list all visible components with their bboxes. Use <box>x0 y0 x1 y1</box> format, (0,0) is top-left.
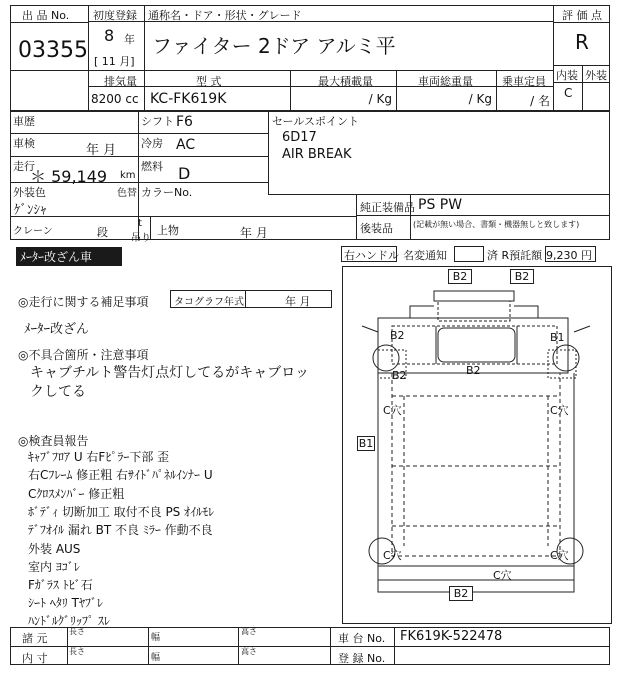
capacity-label: 乗車定員 <box>502 75 546 88</box>
displacement-label: 排気量 <box>104 75 137 88</box>
ext-color-label: 外装色 <box>13 186 46 199</box>
inspector-line: 右Cﾌﾚｰﾑ 修正粗 右ｻｲﾄﾞﾊﾟﾈﾙｲﾝﾅｰ U <box>28 468 213 482</box>
naisun-label: 内 寸 <box>22 652 48 665</box>
ac-label: 冷房 <box>141 137 163 150</box>
gross-weight: / Kg <box>468 92 492 106</box>
meter-banner: ﾒｰﾀｰ改ざん車 <box>16 247 122 266</box>
mark-lower-left: C穴 <box>383 549 402 562</box>
color-change-label: 色替 <box>117 188 137 199</box>
max-load-label: 最大積載量 <box>318 75 373 88</box>
crane-hook: 吊り <box>131 233 151 244</box>
chassis-no: FK619K-522478 <box>400 629 503 644</box>
capacity: / 名 <box>530 94 550 108</box>
model-label: 型 式 <box>196 75 222 88</box>
width-label-2: 幅 <box>151 653 161 663</box>
tacho-value: 年 月 <box>285 295 311 308</box>
max-load: / Kg <box>368 92 392 106</box>
mileage-unit: km <box>120 170 136 181</box>
inspector-report-title: ◎検査員報告 <box>18 434 89 448</box>
first-reg-label: 初度登録 <box>93 9 137 22</box>
right-handle-flag: 右ハンドル <box>341 246 397 262</box>
first-reg-year-unit: 年 <box>124 33 135 46</box>
inspector-line: ｼｰﾄ ﾍﾀﾘ Tﾔﾌﾞﾚ <box>28 596 103 610</box>
inspector-line: ﾃﾞﾌｵｲﾙ 漏れ BT 不良 ﾐﾗｰ 作動不良 <box>28 523 213 537</box>
equipment-value: PS PW <box>418 197 463 213</box>
shift-label: シフト <box>141 115 174 128</box>
inspection-label: 車検 <box>13 137 35 150</box>
recycle-deposit-value: 9,230 円 <box>545 246 596 262</box>
shogen-label: 諸 元 <box>22 632 48 645</box>
inspector-line: ｷｬﾌﾞﾌﾛｱ U 右Fﾋﾟﾗｰ下部 歪 <box>28 450 170 464</box>
length-label: 長さ <box>69 627 85 636</box>
sales-line-1: 6D17 <box>282 130 317 145</box>
height-label: 高さ <box>241 627 257 636</box>
inspector-line: 外装 AUS <box>28 542 81 556</box>
history-label: 車歴 <box>13 115 35 128</box>
sales-line-2: AIR BREAK <box>282 147 352 162</box>
defect-line-1: キャブチルト警告灯点灯してるがキャブロッ <box>30 365 310 381</box>
inspector-line: Cｸﾛｽﾒﾝﾊﾞｰ 修正粗 <box>28 487 125 501</box>
recycle-deposit-label: 済 R預託額 <box>487 249 543 262</box>
first-reg-month: [ 11 月] <box>94 55 135 68</box>
height-label-2: 高さ <box>241 647 257 656</box>
shift: F6 <box>176 114 193 130</box>
model: KC-FK619K <box>150 91 227 107</box>
mark-top-right: B2 <box>510 269 534 284</box>
mileage: ＊ 59,149 <box>30 167 108 186</box>
defect-line-2: クしてる <box>30 384 86 400</box>
gross-weight-label: 車両総重量 <box>418 75 473 88</box>
crane-steps: 段 <box>97 226 108 239</box>
defect-notes-title: ◎不具合箇所・注意事項 <box>18 348 149 362</box>
vehicle-title: ファイター 2ドア アルミ平 <box>152 34 396 58</box>
mark-top-left: B2 <box>448 269 472 284</box>
mark-side-right: C穴 <box>550 404 569 417</box>
crane-ton: t <box>138 218 142 229</box>
inspector-line: Fｶﾞﾗｽ ﾄﾋﾞ石 <box>28 578 93 592</box>
first-reg-year: 8 <box>104 26 115 45</box>
mileage-label: 走行 <box>13 160 35 173</box>
fuel-label: 燃料 <box>141 160 163 173</box>
inspection-value: 年 月 <box>86 143 117 158</box>
upper-label: 上物 <box>157 224 179 237</box>
mark-rear: C穴 <box>493 569 512 582</box>
chassis-no-label: 車 台 No. <box>338 632 386 645</box>
mark-cab-left: B2 <box>390 329 405 342</box>
lot-no-label: 出 品 No. <box>22 9 70 22</box>
mark-left-box: B1 <box>358 437 374 450</box>
fuel: D <box>178 164 191 183</box>
registration-no-label: 登 録 No. <box>338 652 386 665</box>
displacement: 8200 cc <box>91 92 139 106</box>
mark-bottom: B2 <box>449 586 473 601</box>
sales-point-label: セールスポイント <box>272 115 360 128</box>
inspector-line: ﾎﾞﾃﾞｨ 切断加工 取付不良 PS ｵｲﾙﾓﾚ <box>28 505 215 519</box>
equipment-label: 純正装備品 <box>360 201 415 214</box>
name-change-label: 名変通知 <box>403 249 447 262</box>
upper-date: 年 月 <box>240 226 268 240</box>
driving-notes-text: ﾒｰﾀｰ改ざん <box>24 322 90 337</box>
name-change-box <box>454 246 484 262</box>
retrofit-label: 後装品 <box>360 222 393 235</box>
inspector-line: 室内 ﾖｺﾞﾚ <box>28 560 80 574</box>
mark-cab-center: B2 <box>466 364 481 377</box>
ext-color: ｹﾞﾝｼｬ <box>14 203 47 218</box>
mark-cab-right: B1 <box>550 331 565 344</box>
lot-no: 03355 <box>18 38 88 63</box>
interior-label: 内装 <box>556 69 578 82</box>
truck-diagram <box>342 266 612 624</box>
mark-cab-lower-left: B2 <box>392 369 407 382</box>
score-label: 評 価 点 <box>562 9 602 22</box>
ac: AC <box>176 137 196 153</box>
mark-side-left: C穴 <box>383 404 402 417</box>
exterior-label: 外装 <box>585 69 607 82</box>
grade-label: 通称名・ドア・形状・グレード <box>148 9 302 22</box>
interior-score: C <box>564 86 573 100</box>
tacho-label: タコグラフ年式 <box>174 297 244 308</box>
driving-notes-title: ◎走行に関する補足事項 <box>18 295 149 309</box>
crane-label: クレーン <box>13 226 53 237</box>
length-label-2: 長さ <box>69 647 85 656</box>
width-label: 幅 <box>151 633 161 643</box>
retrofit-note: (記載が無い場合、書類・機器無しと致します) <box>413 220 580 229</box>
inspector-line: ﾊﾝﾄﾞﾙｸﾞﾘｯﾌﾟ ｽﾚ <box>28 614 110 628</box>
mark-lower-right: C穴 <box>550 549 569 562</box>
color-no-label: カラーNo. <box>141 186 193 199</box>
score: R <box>575 30 589 54</box>
